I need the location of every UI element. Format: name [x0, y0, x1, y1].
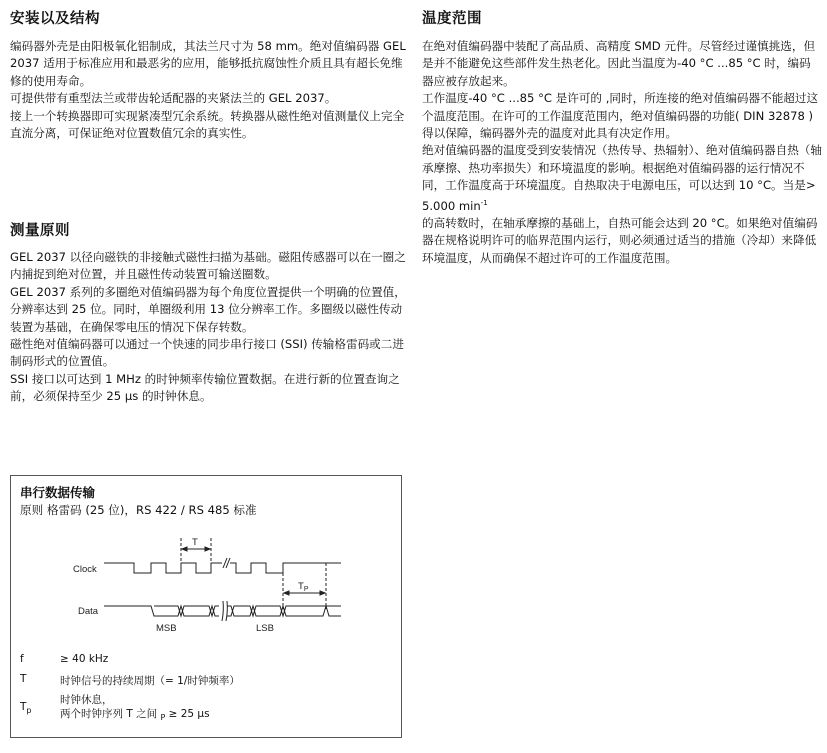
serial-data-title: 串行数据传输 — [20, 485, 96, 500]
temperature-text — [422, 38, 822, 267]
clock-waveform-cont — [230, 563, 341, 573]
lsb-label: LSB — [256, 623, 274, 634]
paragraph: 磁性绝对值编码器可以通过一个快速的同步串行接口 (SSI) 传输格雷码或二进制码形式的位置值。 — [10, 337, 404, 369]
legend-description: 两个时钟序列 T 之间 $_P$ ≥ 25 μs — [60, 708, 210, 722]
paragraph: 在绝对值编码器中装配了高品质、高精度 SMD 元件。尽管经过谨慎挑选，但是并不能避免这些部件发生热老化。因此当温度为-40 °C ...85 °C 时，编码器应被存放起来。 — [422, 39, 816, 88]
clock-waveform — [104, 563, 222, 573]
paragraph: 工作温度-40 °C ...85 °C 是许可的 ,同时，所连接的绝对值编码器不能超过这个温度范围。在许可的工作温度范围内，绝对值编码器的功能( DIN 32878 )得以保障，编码器外壳的温度对此具有决定作用。 — [422, 91, 819, 141]
temperature-heading: 温度范围 — [422, 11, 482, 27]
paragraph: 可提供带有重型法兰或带齿轮适配器的夹紧法兰的 GEL 2037。 — [10, 91, 337, 106]
data-break-mark — [222, 601, 223, 621]
measuring-principle-heading: 测量原则 — [10, 223, 70, 239]
tp-label: $T_P$ — [298, 581, 309, 593]
data-waveform — [104, 606, 219, 616]
msb-label: MSB — [156, 623, 177, 634]
paragraph: GEL 2037 以径向磁铁的非接触式磁性扫描为基础。磁阻传感器可以在一圈之内捕捉到绝对位置，并且磁性传动装置可输送圈数。 — [10, 250, 406, 282]
serial-data-subtitle: 原则 格雷码 (25 位)，RS 422 / RS 485 标准 — [20, 503, 257, 517]
installation-text — [10, 38, 410, 142]
legend-symbol: $T_p$ — [20, 701, 32, 715]
legend-description: ≥ 40 kHz — [60, 653, 109, 665]
tp-arrowhead-left — [284, 591, 289, 595]
paragraph: 的高转数时，在轴承摩擦的基础上，自热可能会达到 20 °C。如果绝对值编码器在规格说明许可的临界范围内运行，则必须通过适当的措施（冷却）来降低环境温度，从而确保不超过许可的工作温度范围。 — [422, 216, 818, 265]
legend-description: 时钟休息， — [60, 694, 113, 706]
t-label: T — [192, 537, 198, 548]
legend-description: 时钟信号的持续周期（= 1/时钟频率） — [60, 675, 240, 687]
ssi-timing-diagram — [11, 476, 403, 656]
superscript: -1 — [480, 198, 488, 207]
clock-label: Clock — [73, 564, 97, 575]
legend-symbol: T — [20, 673, 27, 685]
t-arrowhead-right — [205, 547, 210, 551]
paragraph: 绝对值编码器的温度受到安装情况（热传导、热辐射）、绝对值编码器自热（轴承摩擦、热功率损失）和环境温度的影响。根据绝对值编码器的运行情况不同，工作温度高于环境温度。自热取决于电源电压，可以达到 10 °C。当是> 5.000 $\min^{-1}$ — [422, 143, 822, 213]
legend-symbol: f — [20, 653, 24, 665]
paragraph: 编码器外壳是由阳极氧化铝制成，其法兰尺寸为 58 mm。绝对值编码器 GEL 2037 适用于标准应用和最恶劣的应用，能够抵抗腐蚀性介质且具有超长免维修的使用寿命。 — [10, 39, 406, 88]
measuring-principle-text — [10, 249, 410, 406]
paragraph: GEL 2037 系列的多圈绝对值编码器为每个角度位置提供一个明确的位置值，分辨率达到 25 位。同时，单圈级利用 13 位分辨率工作。多圈级以磁性传动装置为基础，在确保零电压的情况下保存转数。 — [10, 284, 406, 334]
t-arrowhead-left — [182, 547, 187, 551]
serial-data-box — [10, 475, 402, 738]
data-break-mark — [226, 601, 227, 621]
installation-heading: 安装以及结构 — [10, 11, 100, 27]
tp-arrowhead-right — [320, 591, 325, 595]
paragraph: 接上一个转换器即可实现紧凑型冗余系统。转换器从磁性绝对值测量仪上完全直流分离，可保证绝对位置数值冗余的真实性。 — [10, 108, 405, 141]
data-label: Data — [78, 606, 99, 617]
paragraph: SSI 接口以可达到 1 MHz 的时钟频率传输位置数据。在进行新的位置查询之前，必须保持至少 25 μs 的时钟休息。 — [10, 371, 400, 404]
